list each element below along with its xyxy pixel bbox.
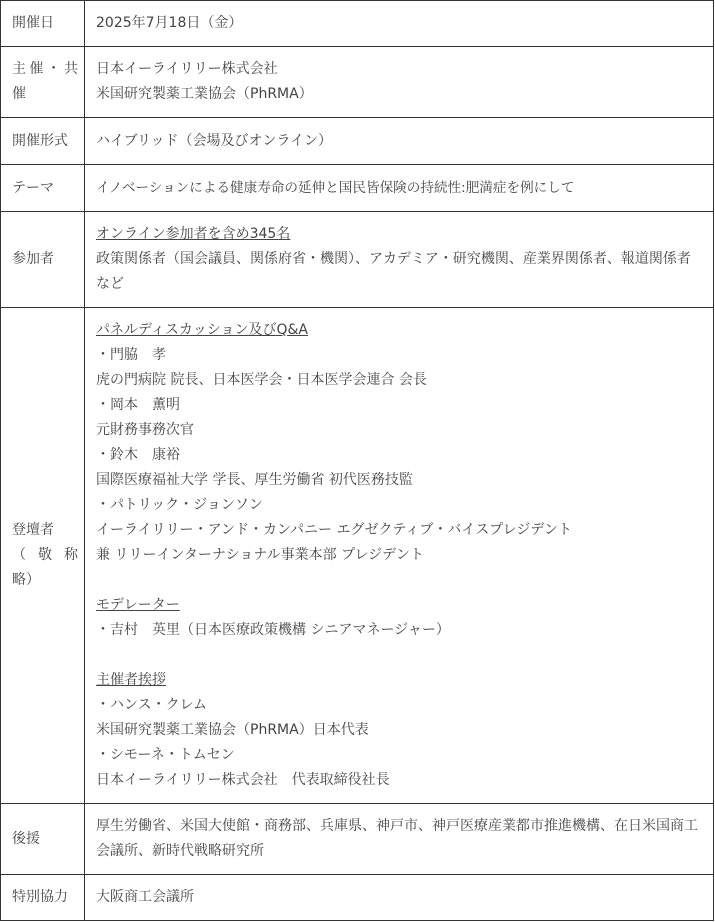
label-support: 後援	[1, 804, 85, 875]
value-speakers	[85, 308, 714, 804]
greeting-line: 米国研究製薬工業協会（PhRMA）日本代表	[96, 722, 369, 738]
label-cooperation: 特別協力	[1, 875, 85, 921]
label-speakers-line-2: （ 敬 称	[12, 547, 78, 563]
panel-line: ・岡本 薫明	[96, 397, 180, 413]
panel-line: 元財務事務次官	[96, 422, 194, 438]
label-participants: 参加者	[1, 212, 85, 308]
panel-line: ・鈴木 康裕	[96, 447, 180, 463]
label-theme: テーマ	[1, 165, 85, 212]
value-format: ハイブリッド（会場及びオンライン）	[85, 118, 714, 165]
greeting-line: 日本イーライリリー株式会社 代表取締役社長	[96, 772, 390, 788]
panel-line: イーライリリー・アンド・カンパニー エグゼクティブ・バイスプレジデント	[96, 522, 573, 538]
panel-heading: パネルディスカッション及びQ&A	[96, 322, 308, 338]
moderator-heading: モデレーター	[96, 597, 180, 613]
greeting-heading: 主催者挨拶	[96, 672, 166, 688]
panel-line: 虎の門病院 院長、日本医学会・日本医学会連合 会長	[96, 372, 427, 388]
row-cooperation	[1, 875, 714, 921]
label-speakers-line-3: 略）	[12, 572, 40, 588]
spacer	[96, 568, 707, 593]
panel-line: 国際医療福祉大学 学長、厚生労働省 初代医務技監	[96, 472, 413, 488]
row-support	[1, 804, 714, 875]
participants-text: 政策関係者（国会議員、関係府省・機関）、アカデミア・研究機関、産業界関係者、報道関係者 など	[96, 251, 705, 292]
label-host	[1, 47, 85, 118]
host-line-1: 日本イーライリリー株式会社	[96, 61, 278, 77]
greeting-line: ・シモーネ・トムセン	[96, 747, 235, 763]
label-format: 開催形式	[1, 118, 85, 165]
label-date: 開催日	[1, 1, 85, 47]
label-host-line-1: 主催・共	[12, 61, 78, 77]
row-speakers	[1, 308, 714, 804]
label-speakers	[1, 308, 85, 804]
row-host	[1, 47, 714, 118]
panel-line: ・パトリック・ジョンソン	[96, 497, 263, 513]
panel-line: 兼 リリーインターナショナル事業本部 プレジデント	[96, 547, 424, 563]
host-line-2: 米国研究製薬工業協会（PhRMA）	[96, 86, 313, 102]
row-participants	[1, 212, 714, 308]
label-host-line-2: 催	[12, 86, 26, 102]
value-support: 厚生労働省、米国大使館・商務部、兵庫県、神戸市、神戸医療産業都市推進機構、在日米国商工会議所、新時代戦略研究所	[85, 804, 714, 875]
value-cooperation: 大阪商工会議所	[85, 875, 714, 921]
label-speakers-line-1: 登壇者	[12, 522, 54, 538]
value-host	[85, 47, 714, 118]
greeting-line: ・ハンス・クレム	[96, 697, 208, 713]
participants-heading: オンライン参加者を含め345名	[96, 226, 291, 242]
value-theme: イノベーションによる健康寿命の延伸と国民皆保険の持続性:肥満症を例にして	[85, 165, 714, 212]
spacer	[96, 643, 707, 668]
row-format	[1, 118, 714, 165]
value-date: 2025年7月18日（金）	[85, 1, 714, 47]
moderator-line: ・吉村 英里（日本医療政策機構 シニアマネージャー）	[96, 622, 450, 638]
panel-line: ・門脇 孝	[96, 347, 166, 363]
row-date	[1, 1, 714, 47]
row-theme	[1, 165, 714, 212]
value-participants	[85, 212, 714, 308]
